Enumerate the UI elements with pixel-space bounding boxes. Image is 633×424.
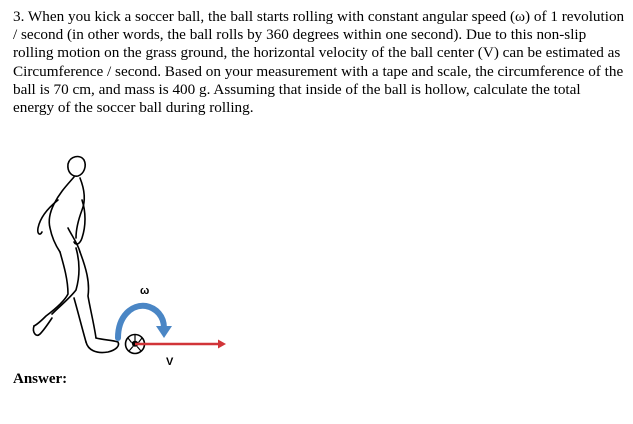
arc-arrowhead: [156, 326, 172, 338]
question-text: 3. When you kick a soccer ball, the ball starts rolling with constant angular speed (ω) of 1 revolution / second (in other words, the ball rolls by 360 degrees within one second). Due to this non-slip rolling motion on the grass ground, the horizontal velocity of the ball center (V) can be estimated as Circumference / second. Based on your measurement with a tape and scale, the circumference of the ball is 70 cm, and mass is 400 g. Assuming that inside of the ball is hollow, calculate the total energy of the soccer ball during rolling.: [13, 8, 625, 117]
omega-label: ω: [140, 285, 150, 297]
velocity-label: V: [166, 356, 174, 368]
angular-velocity-arc: [118, 306, 164, 338]
answer-label: Answer:: [13, 371, 68, 387]
soccer-kick-figure: [24, 148, 234, 373]
velocity-arrowhead: [218, 340, 226, 349]
player-illustration: [33, 157, 118, 353]
